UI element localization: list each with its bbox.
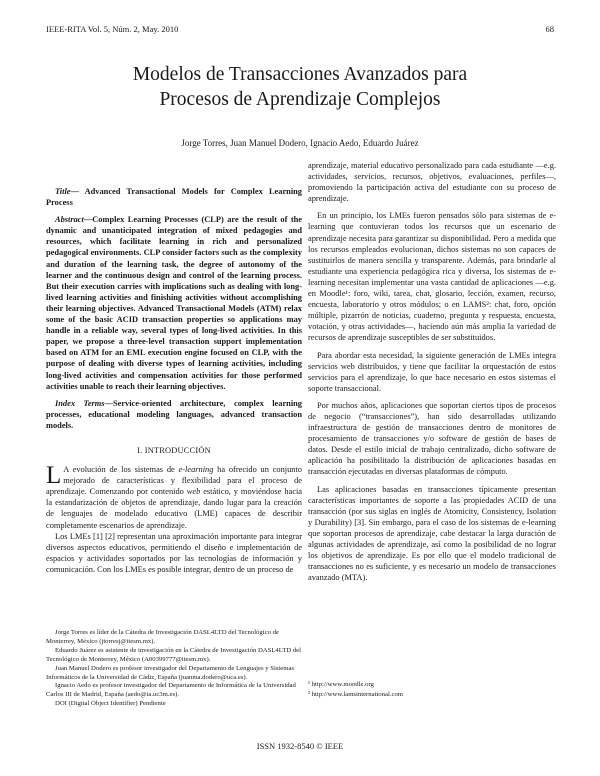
- footnote-lams[interactable]: ² http://www.lamsinternational.com: [308, 691, 403, 698]
- section-heading: I. INTRODUCCIÓN: [137, 445, 211, 455]
- drop-cap: L: [46, 462, 62, 490]
- url-footnotes: [308, 680, 556, 700]
- footnote-dodero: Juan Manuel Dodero es profesor investigador del Departamento de Lenguajes y Sistemas Informáticos de la Universidad de Cádiz, España (juanma.dodero@uca.es).: [46, 664, 295, 681]
- author-footnotes: [46, 629, 302, 709]
- index-terms: Index Terms—Service-oriented architecture, complex learning processes, educational modeling languages, advanced transaction models.: [46, 398, 302, 430]
- abstract: Abstract—Complex Learning Processes (CLP) are the result of the dynamic and unanticipated integration of mixed pedagogies and resources, which facilitate learning in rich and personalized pedagogical environments. CLP consider factors such as the complexity and duration of the learning task, the degree of autonomy of the learner and the continuous design and control of the learning process. But their execution carries with implications such as dealing with long-lived learning activities and finishing activities without accomplishing their learning objectives. Advanced Transactional Models (ATM) relax some of the basic ACID transaction properties so applications may handle in a reliable way, several types of long-lived activities. In this paper, we propose a three-level transaction support implementation based on ATM for an EML execution engine focused on CLP, with the purpose of dealing with diverse types of learning activities, including long-lived activities and compensation activities for those performed activities unable to reach their learning objectives.: [46, 215, 302, 391]
- footnote-aedo: Ignacio Aedo es profesor investigador del Departamento de Informática de la Universidad Carlos III de Madrid, España (aedo@ia.uc3m.es).: [46, 682, 296, 699]
- footnote-juarez: Eduardo Juárez es asistente de investigación en la Cátedra de Investigación DASL4LTD del Tecnológico de Monterrey, México (A00399777@itesm.mx).: [46, 646, 301, 663]
- right-paragraph-2: Para abordar esta necesidad, la siguiente generación de LMEs integra servicios web distribuidos, y tiene que facilitar la orquestación de estos servicios para el aprendizaje, lo que hace necesario en estos sistemas el soporte transaccional.: [308, 350, 556, 393]
- title-line-2: Procesos de Aprendizaje Complejos: [159, 89, 441, 110]
- title-line-1: Modelos de Transacciones Avanzados para: [132, 64, 468, 85]
- english-title: Title— Advanced Transactional Models for Complex Learning Process: [46, 187, 302, 208]
- footnote-moodle[interactable]: ¹ http://www.moodle.org: [308, 681, 374, 688]
- intro-paragraph-2: Los LMEs [1] [2] representan una aproximación importante para integrar diversos aspectos educativos, permitiendo el diseño e implementación de espacios y actividades soportados por las tecnologías de información y comunicación. Con los LMEs es posible integrar, dentro de un proceso de: [46, 531, 302, 574]
- page-number: 68: [545, 24, 554, 34]
- journal-info: IEEE-RITA Vol. 5, Núm. 2, May. 2010: [46, 24, 179, 34]
- right-paragraph-3: Por muchos años, aplicaciones que soportan ciertos tipos de procesos de negocio (“transacciones”), han sido desarrolladas utilizando infraestructura de gestión de transacciones dentro de monitores de procesamiento de transacciones y/o software de gestión de bases de datos. Desde el estilo inicial de trabajo centralizado, dicho software de aplicación ha posibilitado la distribución de aplicaciones basadas en transacción ejecutadas en diversas plataformas de cómputo.: [308, 400, 556, 477]
- footnote-doi: DOI (Digital Object Identifier) Pendiente: [55, 700, 166, 708]
- issn-footer: ISSN 1932-8540 © IEEE: [256, 741, 344, 751]
- right-paragraph-1: En un principio, los LMEs fueron pensados sólo para sistemas de e-learning que contuvieran todos los recursos que un escenario de aprendizaje necesita para garantizar su disponibilidad. Pero a medida que los recursos empleados evolucionan, dichos sistemas no son capaces de sustituirlos de manera sencilla y transparente. Además, para brindarle al estudiante una experiencia pedagógica rica y diversa, los sistemas de e-learning necesitan implementar una vasta cantidad de aplicaciones —e.g. en Moodle¹: foro, wiki, tarea, chat, glosario, lección, examen, recurso, encuesta, laboratorio y otros módulos; o en LAMS²: chat, foro, opción múltiple, pizarrón de noticias, cuaderno, pregunta y respuesta, encuesta, votación, y otras actividades—, haciendo aún más amplia la variedad de recursos de aprendizaje susceptibles de ser substituidos.: [308, 211, 556, 343]
- right-paragraph-4: Las aplicaciones basadas en transacciones típicamente presentan características importantes de soporte a las propiedades ACID de una transacción (por sus siglas en inglés de Atomicity, Consistency, Isolation y Durability) [3]. Sin embargo, para el caso de los sistemas de e-learning que soportan procesos de aprendizaje, cabe destacar la larga duración de algunas actividades de aprendizaje, así como la posibilidad de no lograr los objetivos de aprendizaje. Es por ello que el modelo tradicional de transacciones no es suficiente, y es necesario un modelo de transacciones avanzado (MTA).: [308, 484, 556, 583]
- intro-paragraph-1: L A evolución de los sistemas de e-learning ha ofrecido un conjunto mejorado de características y flexibilidad para el proceso de aprendizaje. Comenzando por contenido web estático, y moviéndose hacia la estandarización de objetos de aprendizaje, dando lugar para la creación de lenguajes de modelado educativo (LME) capaces de describir completamente escenarios de aprendizaje.: [46, 462, 302, 530]
- footnote-torres: Jorge Torres es líder de la Cátedra de Investigación DASL4LTD del Tecnológico de Monterrey, México (jtorresj@itesm.mx).: [46, 629, 279, 645]
- authors: Jorge Torres, Juan Manuel Dodero, Ignacio Aedo, Eduardo Juárez: [181, 138, 419, 148]
- right-paragraph-0: aprendizaje, material educativo personalizado para cada estudiante —e.g. actividades, servicios, recursos, objetivos, evaluaciones, perfiles—, promoviendo la participación activa del estudiante con su proceso de aprendizaje.: [308, 161, 556, 204]
- right-column: [308, 160, 556, 583]
- running-header: [46, 24, 554, 34]
- left-column: [46, 186, 302, 575]
- paper-title: [0, 62, 600, 112]
